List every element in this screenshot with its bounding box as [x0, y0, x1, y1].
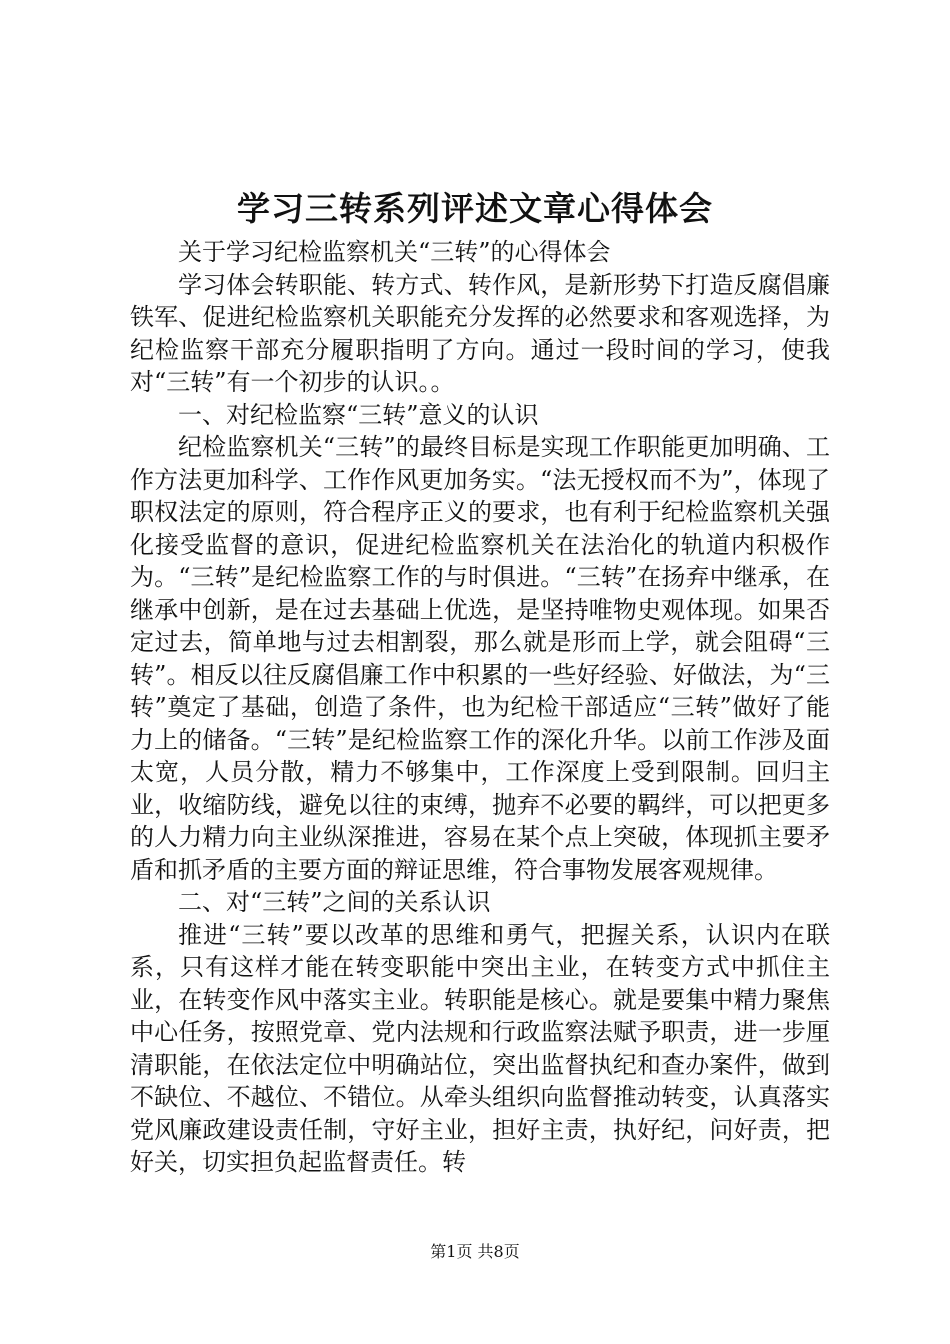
section-1-paragraph: 纪检监察机关“三转”的最终目标是实现工作职能更加明确、工作方法更加科学、工作作风更加务实。“法无授权而不为”，体现了职权法定的原则，符合程序正义的要求，也有利于纪检监察机关强化接受监督的意识，促进纪检监察机关在法治化的轨道内积极作为。“三转”是纪检监察工作的与时俱进。“三转”在扬弃中继承，在继承中创新，是在过去基础上优选，是坚持唯物史观体现。如果否定过去，简单地与过去相割裂，那么就是形而上学，就会阻碍“三转”。相反以往反腐倡廉工作中积累的一些好经验、好做法，为“三转”奠定了基础，创造了条件，也为纪检干部适应“三转”做好了能力上的储备。“三转”是纪检监察工作的深化升华。以前工作涉及面太宽，人员分散，精力不够集中，工作深度上受到限制。回归主业，收缩防线，避免以往的束缚，抛弃不必要的羁绊，可以把更多的人力精力向主业纵深推进，容易在某个点上突破，体现抓主要矛盾和抓矛盾的主要方面的辩证思维，符合事物发展客观规律。: [130, 433, 830, 884]
intro-paragraph: 学习体会转职能、转方式、转作风，是新形势下打造反腐倡廉铁军、促进纪检监察机关职能充分发挥的必然要求和客观选择，为纪检监察干部充分履职指明了方向。通过一段时间的学习，使我对“三转”有一个初步的认识。。: [130, 270, 830, 396]
section-2-paragraph: 推进“三转”要以改革的思维和勇气，把握关系，认识内在联系，只有这样才能在转变职能中突出主业，在转变方式中抓住主业，在转变作风中落实主业。转职能是核心。就是要集中精力聚焦中心任务，按照党章、党内法规和行政监察法赋予职责，进一步厘清职能，在依法定位中明确站位，突出监督执纪和查办案件，做到不缺位、不越位、不错位。从牵头组织向监督推动转变，认真落实党风廉政建设责任制，守好主业，担好主责，执好纪，问好责，把好关，切实担负起监督责任。转: [130, 920, 830, 1176]
section-heading-2: 二、对“三转”之间的关系认识: [178, 888, 491, 916]
section-heading-1: 一、对纪检监察“三转”意义的认识: [178, 400, 539, 429]
document-title: 学习三转系列评述文章心得体会: [237, 189, 713, 228]
subtitle-paragraph: 关于学习纪检监察机关“三转”的心得体会: [178, 238, 611, 266]
document-body: [130, 236, 830, 1179]
page-indicator: 第1页 共8页: [430, 1242, 520, 1261]
